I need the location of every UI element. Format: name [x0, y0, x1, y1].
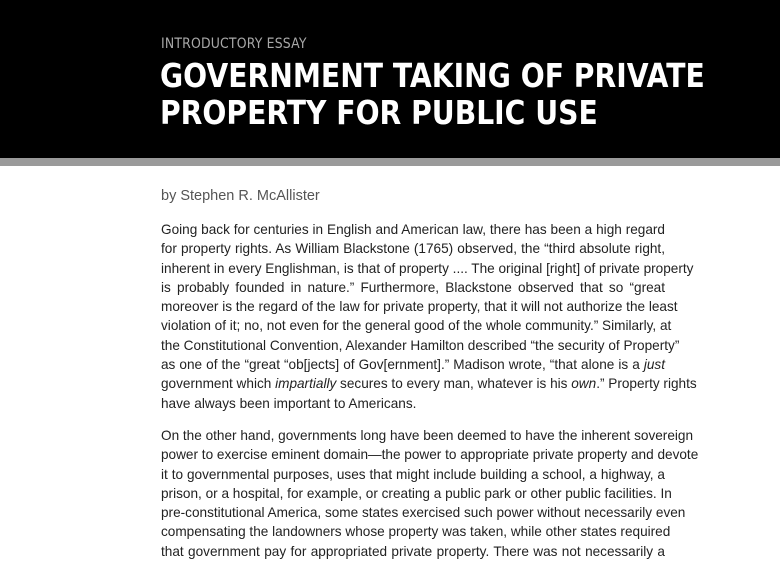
page-title: [160, 57, 759, 131]
text-segment: secures to every man, whatever is his: [336, 376, 572, 392]
text-line: [161, 355, 665, 374]
text-line: moreover is the regard of the law for private property, that it will not authorize the least: [161, 299, 678, 315]
text-line: compensating the landowners whose property was taken, while other states required: [161, 524, 671, 540]
text-line: On the other hand, governments long have been deemed to have the inherent sovereign: [161, 427, 694, 443]
text-segment: as one of the “great “ob[jects] of Gov[ernment].” Madison wrote, “that alone is a: [161, 357, 644, 373]
text-line: power to exercise eminent domain—the power to appropriate private property and devote: [161, 447, 699, 463]
paragraph-1: [161, 220, 697, 413]
text-line: pre-constitutional America, some states exercised such power without necessarily even: [161, 505, 686, 521]
text-segment: government which: [161, 376, 276, 392]
header-divider: [0, 158, 780, 166]
essay-body: [161, 220, 699, 574]
text-line: Going back for centuries in English and American law, there has been a high regard: [161, 222, 665, 237]
italic-text: impartially: [275, 376, 337, 392]
italic-text: own: [571, 376, 597, 392]
text-line: is probably founded in nature.” Furthermore, Blackstone observed that so “great: [161, 279, 665, 295]
title-line: PROPERTY FOR PUBLIC USE: [160, 93, 598, 132]
section-label: INTRODUCTORY ESSAY: [161, 36, 307, 52]
text-line: the Constitutional Convention, Alexander Hamilton described “the security of Property”: [161, 337, 680, 353]
text-line: that government pay for appropriated private property. There was not necessarily a: [161, 543, 665, 559]
title-line: GOVERNMENT TAKING OF PRIVATE: [160, 56, 705, 95]
text-line: [161, 374, 697, 393]
text-line: for property rights. As William Blackstone (1765) observed, the “third absolute right,: [161, 241, 665, 257]
italic-text: just: [643, 357, 665, 373]
text-line: it to governmental purposes, uses that might include building a school, a highway, a: [161, 466, 665, 482]
paragraph-2: [161, 426, 699, 561]
text-segment: .” Property rights: [596, 376, 697, 392]
text-line: prison, or a hospital, for example, or creating a public park or other public facilities. In: [161, 485, 672, 501]
text-line: inherent in every Englishman, is that of property .... The original [right] of private property: [161, 260, 694, 276]
text-line: violation of it; no, not even for the general good of the whole community.” Similarly, at: [161, 318, 672, 334]
author-byline: by Stephen R. McAllister: [161, 188, 320, 204]
text-line: have always been important to Americans.: [161, 395, 417, 411]
